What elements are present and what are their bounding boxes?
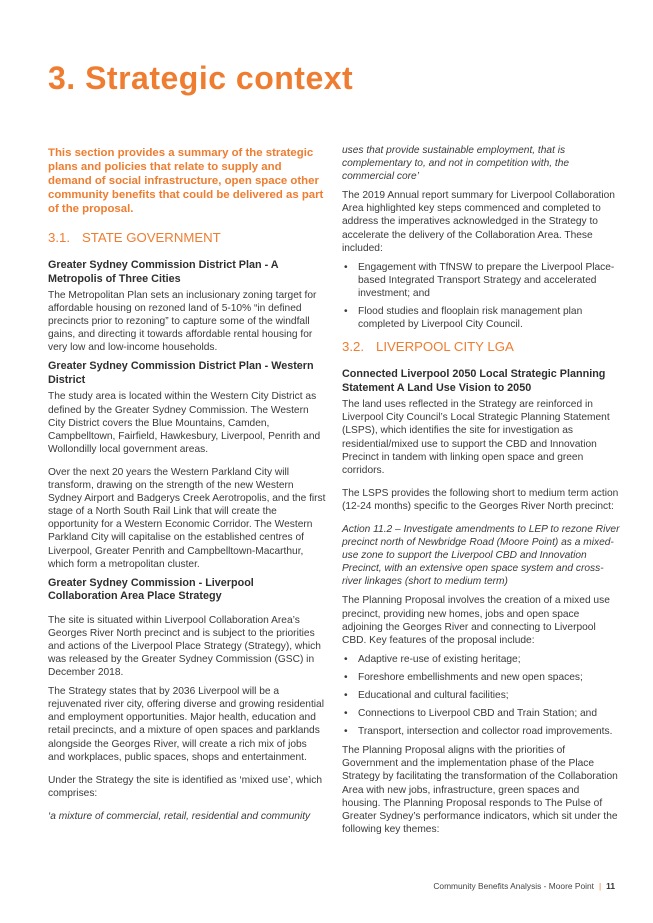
- paragraph: The Planning Proposal aligns with the priorities of Government and the implementation phase of the Place Strategy by facilitating the transformation of the Collaboration Area with new jobs, infrastructure, green spaces and housing. The Planning Proposal responds to The Pulse of Greater Sydney’s performance indicators, which sit under the following key themes:: [342, 745, 618, 835]
- bullet-list: [342, 653, 620, 738]
- right-column: [342, 144, 620, 842]
- list-item: • Connections to Liverpool CBD and Train Station; and: [342, 707, 620, 720]
- action-text: Action 11.2 – Investigate amendments to LEP to rezone River precinct north of Newbridge Road (Moore Point) as a mixed-use zone to support the Liverpool CBD and Innovation Precinct, with an extensive open space system and cross-river linkages (short to medium term): [342, 523, 620, 588]
- paragraph: The Metropolitan Plan sets an inclusionary zoning target for affordable housing on rezoned land of 5-10% “in defined precincts prior to rezoning” to capture some of the windfall gains, and directing it towards affordable rental housing for very low and low-income households.: [48, 290, 317, 354]
- subheading-western-district: Greater Sydney Commission District Plan - Western District: [48, 360, 314, 386]
- paragraph: The 2019 Annual report summary for Liverpool Collaboration Area highlighted key steps commenced and completed to address the imperatives acknowledged in the Strategy to accelerate the delivery of the Collaboration Area. These included:: [342, 190, 615, 254]
- quote-text: ‘a mixture of commercial, retail, residential and community: [48, 810, 311, 822]
- subheading-collaboration-area: Greater Sydney Commission - Liverpool Collaboration Area Place Strategy: [48, 576, 254, 603]
- page-title: 3. Strategic context: [48, 60, 354, 96]
- paragraph: The LSPS provides the following short to medium term action (12-24 months) specific to the Georges River North precinct:: [342, 487, 619, 512]
- paragraph: The Strategy states that by 2036 Liverpool will be a rejuvenated river city, offering diverse and growing residential and employment opportunities. Major health, education and retail precincts, and a mixture of open spaces and parklands alongside the Georges River, will create a rich mix of jobs and workplaces, public spaces, shops and entertainment.: [48, 686, 324, 763]
- list-item: • Transport, intersection and collector road improvements.: [342, 725, 620, 738]
- list-item: • Adaptive re-use of existing heritage;: [342, 653, 620, 666]
- paragraph: Over the next 20 years the Western Parkland City will transform, drawing on the strength of the new Western Sydney Airport and Badgerys Creek Aerotropolis, and the first stage of a North South Rail Link that will create the opportunity for a Western Economic Corridor. The Western Parkland City will capitalise on the established centres of Liverpool, Greater Penrith and Campbelltown-Macarthur, which form a metropolitan cluster.: [48, 466, 326, 570]
- subheading-district-plan: Greater Sydney Commission District Plan - A Metropolis of Three Cities: [48, 259, 279, 285]
- subheading-lsps: Connected Liverpool 2050 Local Strategic Planning Statement A Land Use Vision to 2050: [342, 368, 606, 394]
- left-column: [48, 146, 326, 829]
- page-footer: [0, 881, 615, 891]
- quote-text: uses that provide sustainable employment, that is complementary to, and not in competition with, the commercial core’: [342, 145, 570, 183]
- list-item: • Foreshore embellishments and new open spaces;: [342, 671, 620, 684]
- section-heading-state-government: [48, 230, 326, 246]
- section-number: 3.2.: [342, 339, 364, 355]
- bullet-list: [342, 261, 620, 331]
- section-number: 3.1.: [48, 230, 70, 245]
- paragraph: The land uses reflected in the Strategy are reinforced in Liverpool City Council’s Local Strategic Planning Statement (LSPS), which identifies the site for investigation as residential/mixed use to support the CBD and Innovation Precinct in tandem with linking open space and green corridors.: [342, 399, 610, 476]
- list-item: • Flood studies and flooplain risk management plan completed by Liverpool City Council.: [342, 305, 620, 331]
- paragraph: Under the Strategy the site is identified as ‘mixed use’, which comprises:: [48, 774, 323, 799]
- paragraph: The Planning Proposal involves the creation of a mixed use precinct, providing new homes, jobs and open space adjoining the Georges River and connecting to Liverpool CBD. Key features of the proposal include:: [342, 595, 610, 646]
- list-item: • Educational and cultural facilities;: [342, 689, 620, 702]
- page-number: 11: [606, 881, 615, 891]
- list-item: • Engagement with TfNSW to prepare the Liverpool Place-based Integrated Transport Strategy and accelerated investment; and: [342, 261, 620, 300]
- footer-document-title: Community Benefits Analysis - Moore Point: [433, 881, 594, 891]
- intro-text: This section provides a summary of the strategic plans and policies that relate to supply and demand of social infrastructure, open space other community benefits that could be delivered as part of the proposal.: [48, 147, 324, 215]
- paragraph: The site is situated within Liverpool Collaboration Area’s Georges River North precinct and is subject to the priorities and actions of the Liverpool Place Strategy (Strategy), which was released by the Greater Sydney Commission (GSC) in December 2018.: [48, 614, 321, 679]
- section-heading-liverpool-lga: [342, 339, 620, 355]
- paragraph: The study area is located within the Western City District as defined by the Greater Sydney Commission. The Western City District covers the Blue Mountains, Camden, Campbelltown, Fairfield, Hawkesbury, Liverpool, Penrith and Wollondilly local government areas.: [48, 391, 321, 455]
- section-label: STATE GOVERNMENT: [82, 230, 221, 245]
- footer-separator: |: [598, 881, 602, 891]
- section-label: LIVERPOOL CITY LGA: [376, 339, 514, 355]
